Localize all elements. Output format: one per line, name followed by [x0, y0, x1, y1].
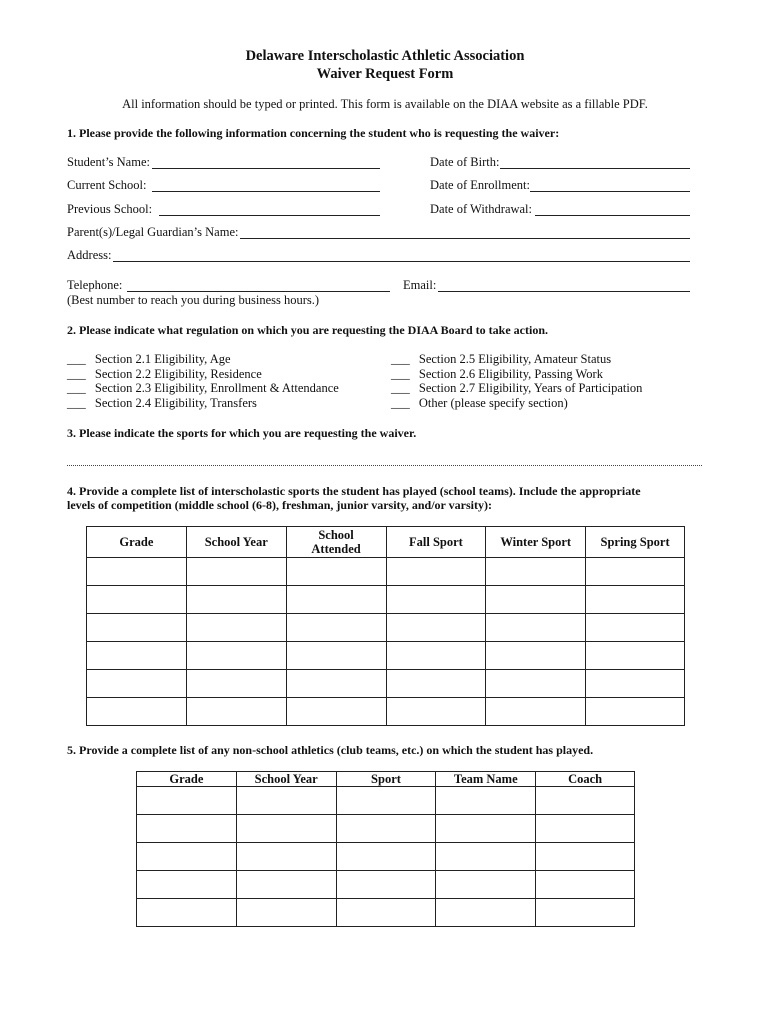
option-label: Section 2.7 Eligibility, Years of Participation — [418, 381, 643, 395]
table-cell[interactable] — [186, 670, 286, 698]
sports-waiver-field[interactable] — [67, 465, 702, 466]
table-cell[interactable] — [486, 670, 586, 698]
column-header-fall-sport: Fall Sport — [386, 527, 486, 558]
email-field[interactable] — [438, 291, 690, 292]
option-label: Section 2.4 Eligibility, Transfers — [94, 396, 257, 410]
column-header-school-year: School Year — [186, 527, 286, 558]
table-cell[interactable] — [87, 558, 187, 586]
previous-school-label: Previous School: — [67, 202, 153, 216]
table-cell[interactable] — [137, 787, 237, 815]
table-cell[interactable] — [87, 586, 187, 614]
table-row — [137, 843, 635, 871]
table-row — [137, 787, 635, 815]
non-school-athletics-table — [136, 771, 635, 927]
column-header-winter-sport: Winter Sport — [486, 527, 586, 558]
table-cell[interactable] — [486, 558, 586, 586]
checkbox-other[interactable] — [391, 396, 568, 411]
table-cell[interactable] — [186, 586, 286, 614]
option-label: Section 2.1 Eligibility, Age — [94, 352, 231, 366]
blank-line: ___ — [67, 396, 86, 410]
table-cell[interactable] — [236, 843, 336, 871]
checkbox-section-2-4[interactable] — [67, 396, 257, 411]
table-cell[interactable] — [186, 698, 286, 726]
table-row — [137, 871, 635, 899]
header-line: Attended — [311, 542, 361, 556]
question-3: 3. Please indicate the sports for which you are requesting the waiver. — [67, 426, 417, 440]
table-cell[interactable] — [386, 698, 486, 726]
table-cell[interactable] — [286, 698, 386, 726]
current-school-label: Current School: — [67, 178, 147, 192]
column-header-team-name: Team Name — [436, 772, 536, 787]
table-cell[interactable] — [286, 614, 386, 642]
blank-line: ___ — [67, 367, 86, 381]
header-line: School — [318, 528, 354, 542]
checkbox-section-2-1[interactable] — [67, 352, 231, 367]
telephone-note: (Best number to reach you during business hours.) — [67, 293, 320, 307]
table-cell[interactable] — [436, 787, 536, 815]
checkbox-section-2-2[interactable] — [67, 367, 262, 382]
question-2: 2. Please indicate what regulation on which you are requesting the DIAA Board to take action. — [67, 323, 549, 337]
table-cell[interactable] — [386, 642, 486, 670]
email-label: Email: — [403, 278, 437, 292]
question-4-line-2: levels of competition (middle school (6-8), freshman, junior varsity, and/or varsity): — [67, 498, 492, 512]
table-cell[interactable] — [336, 899, 436, 927]
table-cell[interactable] — [486, 642, 586, 670]
column-header-school-attended — [286, 527, 386, 558]
table-cell[interactable] — [386, 586, 486, 614]
table-cell[interactable] — [436, 899, 536, 927]
table-cell[interactable] — [336, 787, 436, 815]
table-cell[interactable] — [236, 787, 336, 815]
table-cell[interactable] — [236, 815, 336, 843]
table-row — [87, 614, 685, 642]
table-cell[interactable] — [186, 614, 286, 642]
table-cell[interactable] — [137, 815, 237, 843]
table-cell[interactable] — [536, 871, 635, 899]
table-cell[interactable] — [87, 698, 187, 726]
question-1: 1. Please provide the following information concerning the student who is requesting the waiver: — [67, 126, 560, 140]
table-cell[interactable] — [586, 586, 685, 614]
blank-line: ___ — [391, 381, 410, 395]
table-row — [87, 558, 685, 586]
address-field[interactable] — [113, 261, 690, 262]
table-cell[interactable] — [586, 558, 685, 586]
table-row — [87, 642, 685, 670]
date-of-withdrawal-field[interactable] — [535, 215, 690, 216]
checkbox-section-2-7[interactable] — [391, 381, 642, 396]
date-of-birth-label: Date of Birth: — [430, 155, 500, 169]
column-header-coach: Coach — [536, 772, 635, 787]
column-header-school-year: School Year — [236, 772, 336, 787]
table-cell[interactable] — [336, 871, 436, 899]
option-label: Section 2.3 Eligibility, Enrollment & Attendance — [94, 381, 339, 395]
table-row — [137, 899, 635, 927]
date-of-enrollment-field[interactable] — [530, 191, 690, 192]
date-of-birth-field[interactable] — [500, 168, 690, 169]
option-label: Section 2.2 Eligibility, Residence — [94, 367, 262, 381]
table-cell[interactable] — [536, 787, 635, 815]
blank-line: ___ — [391, 367, 410, 381]
table-cell[interactable] — [137, 899, 237, 927]
blank-line: ___ — [67, 381, 86, 395]
previous-school-field[interactable] — [159, 215, 380, 216]
table-cell[interactable] — [436, 871, 536, 899]
table-cell[interactable] — [137, 843, 237, 871]
table-cell[interactable] — [137, 871, 237, 899]
option-label: Section 2.5 Eligibility, Amateur Status — [418, 352, 612, 366]
school-sports-table — [86, 526, 685, 726]
table-header-row — [87, 527, 685, 558]
table-cell[interactable] — [386, 614, 486, 642]
checkbox-section-2-3[interactable] — [67, 381, 339, 396]
table-cell[interactable] — [486, 698, 586, 726]
students-name-label: Student’s Name: — [67, 155, 150, 169]
telephone-label: Telephone: — [67, 278, 123, 292]
table-cell[interactable] — [536, 899, 635, 927]
address-label: Address: — [67, 248, 112, 262]
table-cell[interactable] — [486, 614, 586, 642]
column-header-grade: Grade — [87, 527, 187, 558]
date-of-enrollment-label: Date of Enrollment: — [430, 178, 530, 192]
table-cell[interactable] — [87, 642, 187, 670]
table-cell[interactable] — [586, 698, 685, 726]
table-cell[interactable] — [536, 843, 635, 871]
table-cell[interactable] — [386, 558, 486, 586]
column-header-sport: Sport — [336, 772, 436, 787]
table-cell[interactable] — [336, 843, 436, 871]
table-cell[interactable] — [186, 642, 286, 670]
table-cell[interactable] — [87, 670, 187, 698]
table-cell[interactable] — [586, 642, 685, 670]
column-header-spring-sport: Spring Sport — [586, 527, 685, 558]
column-header-grade: Grade — [137, 772, 237, 787]
question-4-line-1: 4. Provide a complete list of interscholastic sports the student has played (school teams). Include the appropriate — [67, 484, 641, 498]
form-intro: All information should be typed or printed. This form is available on the DIAA website as a fillable PDF. — [122, 97, 648, 111]
checkbox-section-2-6[interactable] — [391, 367, 603, 382]
table-cell[interactable] — [87, 614, 187, 642]
table-cell[interactable] — [386, 670, 486, 698]
table-cell[interactable] — [586, 614, 685, 642]
table-cell[interactable] — [586, 670, 685, 698]
table-row — [87, 586, 685, 614]
table-row — [87, 670, 685, 698]
date-of-withdrawal-label: Date of Withdrawal: — [430, 202, 533, 216]
blank-line: ___ — [391, 396, 410, 410]
form-org-title: Delaware Interscholastic Athletic Association — [245, 48, 525, 64]
table-cell[interactable] — [236, 871, 336, 899]
table-row — [87, 698, 685, 726]
question-5: 5. Provide a complete list of any non-school athletics (club teams, etc.) on which the student has played. — [67, 743, 594, 757]
telephone-field[interactable] — [127, 291, 390, 292]
guardian-name-field[interactable] — [240, 238, 690, 239]
table-cell[interactable] — [186, 558, 286, 586]
table-cell[interactable] — [236, 899, 336, 927]
option-label: Section 2.6 Eligibility, Passing Work — [418, 367, 603, 381]
table-cell[interactable] — [436, 843, 536, 871]
table-cell[interactable] — [286, 558, 386, 586]
table-cell[interactable] — [336, 815, 436, 843]
students-name-field[interactable] — [152, 168, 380, 169]
blank-line: ___ — [391, 352, 410, 366]
form-title: Waiver Request Form — [316, 66, 454, 82]
table-cell[interactable] — [286, 642, 386, 670]
table-row — [137, 815, 635, 843]
blank-line: ___ — [67, 352, 86, 366]
table-cell[interactable] — [286, 670, 386, 698]
checkbox-section-2-5[interactable] — [391, 352, 611, 367]
current-school-field[interactable] — [152, 191, 380, 192]
table-cell[interactable] — [486, 586, 586, 614]
table-cell[interactable] — [536, 815, 635, 843]
table-header-row — [137, 772, 635, 787]
guardian-name-label: Parent(s)/Legal Guardian’s Name: — [67, 225, 239, 239]
table-cell[interactable] — [436, 815, 536, 843]
table-cell[interactable] — [286, 586, 386, 614]
option-label: Other (please specify section) — [418, 396, 568, 410]
